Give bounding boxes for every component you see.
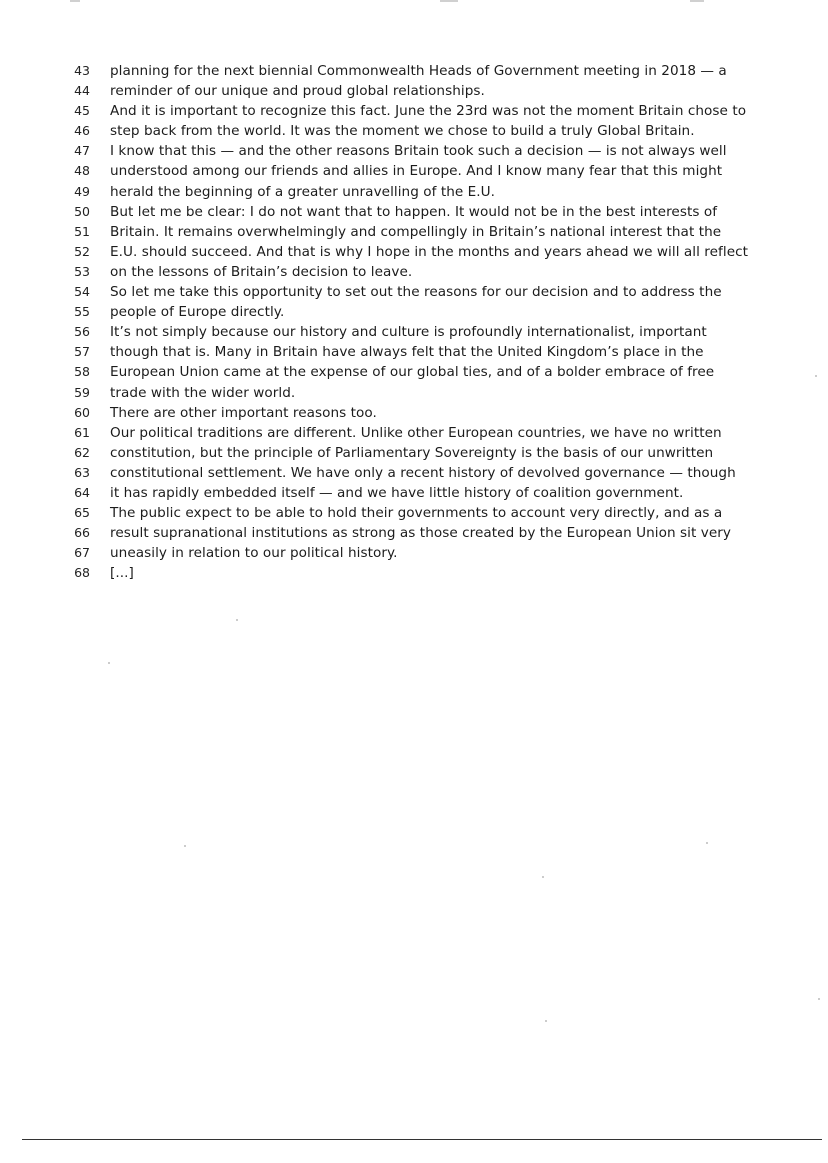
line-text: So let me take this opportunity to set out the reasons for our decision and to address the (110, 284, 722, 301)
line-number: 68 (74, 565, 90, 581)
numbered-line (60, 222, 760, 242)
numbered-line (60, 242, 760, 262)
line-number: 52 (74, 243, 90, 259)
scan-speck (542, 876, 544, 878)
scan-speck (815, 375, 817, 377)
line-text: There are other important reasons too. (110, 404, 377, 421)
numbered-line (60, 463, 760, 483)
line-text: it has rapidly embedded itself — and we have little history of coalition government. (110, 484, 684, 501)
line-number: 54 (74, 284, 90, 300)
numbered-line (60, 483, 760, 503)
line-number: 65 (74, 505, 90, 521)
line-number: 45 (74, 103, 90, 119)
line-number: 56 (74, 324, 90, 340)
footer-rule (22, 1139, 822, 1140)
scan-artifact (690, 0, 704, 2)
numbered-line (60, 322, 760, 342)
line-number: 61 (74, 424, 90, 440)
numbered-line (60, 302, 760, 322)
numbered-line (60, 403, 760, 423)
numbered-line (60, 202, 760, 222)
line-text: And it is important to recognize this fact. June the 23rd was not the moment Britain chose to (110, 103, 747, 120)
line-text: on the lessons of Britain’s decision to leave. (110, 263, 413, 280)
numbered-line (60, 342, 760, 362)
numbered-line (60, 141, 760, 161)
line-text: trade with the wider world. (110, 384, 296, 401)
line-text: Britain. It remains overwhelmingly and compellingly in Britain’s national interest that the (110, 223, 722, 240)
line-number: 43 (74, 63, 90, 78)
line-text: But let me be clear: I do not want that to happen. It would not be in the best interests of (110, 203, 718, 220)
numbered-line (60, 563, 760, 583)
line-text: [...] (110, 565, 134, 582)
line-text: understood among our friends and allies in Europe. And I know many fear that this might (110, 163, 723, 180)
scan-speck (184, 845, 186, 847)
line-text: The public expect to be able to hold their governments to account very directly, and as a (110, 505, 723, 522)
numbered-line (60, 523, 760, 543)
line-text: European Union came at the expense of our global ties, and of a bolder embrace of free (110, 364, 715, 381)
line-number: 51 (74, 223, 90, 239)
line-number: 62 (74, 444, 90, 460)
line-text: Our political traditions are different. Unlike other European countries, we have no written (110, 424, 722, 441)
numbered-line (60, 383, 760, 403)
line-text: result supranational institutions as strong as those created by the European Union sit very (110, 525, 731, 542)
line-number: 66 (74, 525, 90, 541)
numbered-text-block (60, 61, 760, 583)
line-number: 48 (74, 163, 90, 179)
line-text: uneasily in relation to our political history. (110, 545, 398, 562)
line-text: I know that this — and the other reasons Britain took such a decision — is not always well (110, 143, 727, 160)
line-number: 49 (74, 183, 90, 199)
numbered-line (60, 121, 760, 141)
scan-speck (545, 1020, 547, 1022)
line-text: constitutional settlement. We have only a recent history of devolved governance — though (110, 464, 736, 481)
line-number: 57 (74, 344, 90, 360)
line-text: herald the beginning of a greater unravelling of the E.U. (110, 183, 496, 200)
line-number: 50 (74, 203, 90, 219)
line-text: reminder of our unique and proud global relationships. (110, 83, 485, 100)
scan-artifact (70, 0, 80, 2)
numbered-line (60, 101, 760, 121)
line-text: though that is. Many in Britain have always felt that the United Kingdom’s place in the (110, 344, 704, 361)
line-number: 67 (74, 545, 90, 561)
line-text: E.U. should succeed. And that is why I hope in the months and years ahead we will all reflect (110, 243, 749, 260)
line-number: 55 (74, 304, 90, 320)
numbered-line (60, 282, 760, 302)
scan-speck (818, 998, 820, 1000)
numbered-line (60, 262, 760, 282)
numbered-line (60, 362, 760, 382)
line-number: 53 (74, 263, 90, 279)
line-number: 58 (74, 364, 90, 380)
line-text: people of Europe directly. (110, 304, 285, 321)
line-text: It’s not simply because our history and culture is profoundly internationalist, important (110, 324, 707, 341)
line-number: 60 (74, 404, 90, 420)
line-number: 46 (74, 123, 90, 139)
line-text: step back from the world. It was the moment we chose to build a truly Global Britain. (110, 123, 695, 140)
numbered-line (60, 423, 760, 443)
numbered-line (60, 61, 760, 81)
numbered-line (60, 543, 760, 563)
scan-artifact (440, 0, 458, 2)
line-number: 64 (74, 484, 90, 500)
line-number: 47 (74, 143, 90, 159)
numbered-line (60, 443, 760, 463)
scan-speck (706, 842, 708, 844)
line-text: constitution, but the principle of Parliamentary Sovereignty is the basis of our unwritten (110, 444, 714, 461)
line-number: 44 (74, 83, 90, 99)
numbered-line (60, 503, 760, 523)
scan-speck (108, 662, 110, 664)
line-number: 63 (74, 464, 90, 480)
numbered-line (60, 81, 760, 101)
numbered-line (60, 182, 760, 202)
scan-speck (236, 619, 238, 621)
line-text: planning for the next biennial Commonwealth Heads of Government meeting in 2018 — a (110, 63, 727, 79)
numbered-line (60, 161, 760, 181)
line-number: 59 (74, 384, 90, 400)
